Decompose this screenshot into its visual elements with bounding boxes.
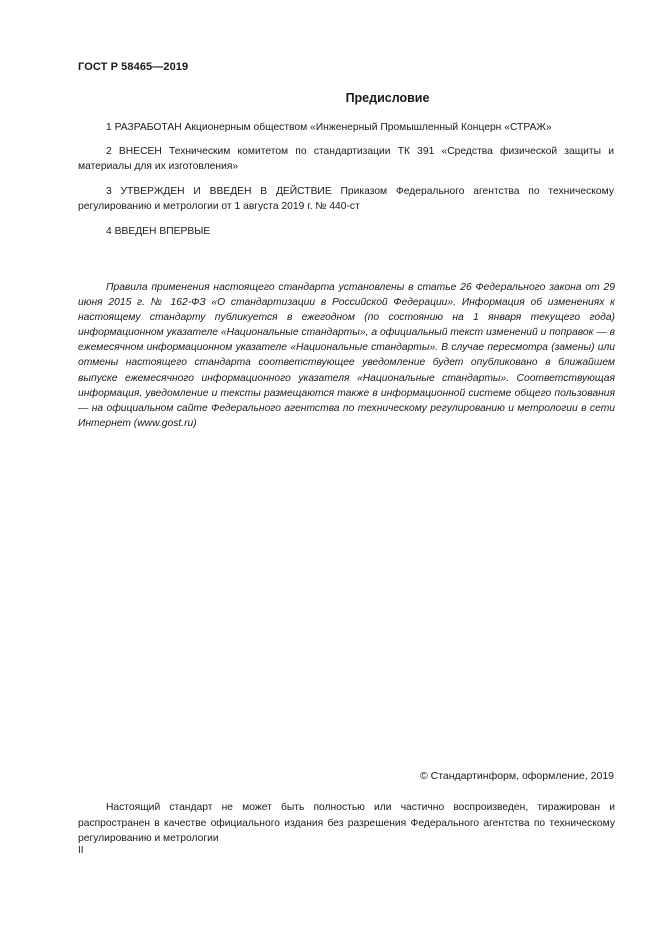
document-code: ГОСТ Р 58465—2019: [78, 61, 189, 73]
preface-item-introduced: 4 ВВЕДЕН ВПЕРВЫЕ: [106, 226, 211, 237]
rights-notice: Настоящий стандарт не может быть полностью или частично воспроизведен, тиражирован и распространен в качестве официального издания без разрешения Федерального агентства по техническому регулированию и метрологии: [78, 802, 615, 844]
page-number: II: [78, 845, 84, 856]
preface-item-submitted: 2 ВНЕСЕН Техническим комитетом по стандартизации ТК 391 «Средства физической защиты и материалы для их изготовления»: [78, 146, 614, 172]
application-rules-note: Правила применения настоящего стандарта установлены в статье 26 Федерального закона от 29 июня 2015 г. № 162-ФЗ «О стандартизации в Российской Федерации». Информация об изменениях к настоящему стандарту публикуется в ежегодном (по состоянию на 1 января текущего года) информационном указателе «Национальные стандарты», а официальный текст изменений и поправок — в ежемесячном информационном указателе «Национальные стандарты». В случае пересмотра (замены) или отмены настоящего стандарта соответствующее уведомление будет опубликовано в ближайшем выпуске ежемесячного информационного указателя «Национальные стандарты». Соответствующая информация, уведомление и тексты размещаются также в информационной системе общего пользования — на официальном сайте Федерального агентства по техническому регулированию и метрологии в сети Интернет (www.gost.ru): [78, 282, 615, 429]
preface-title: Предисловие: [345, 91, 430, 105]
copyright-line: © Стандартинформ, оформление, 2019: [419, 770, 614, 782]
preface-title-row: [78, 91, 613, 105]
preface-item-developed: 1 РАЗРАБОТАН Акционерным обществом «Инженерный Промышленный Концерн «СТРАЖ»: [106, 122, 552, 133]
preface-item-approved: 3 УТВЕРЖДЕН И ВВЕДЕН В ДЕЙСТВИЕ Приказом Федерального агентства по техническому регулированию и метрологии от 1 августа 2019 г. № 440-ст: [78, 186, 614, 212]
